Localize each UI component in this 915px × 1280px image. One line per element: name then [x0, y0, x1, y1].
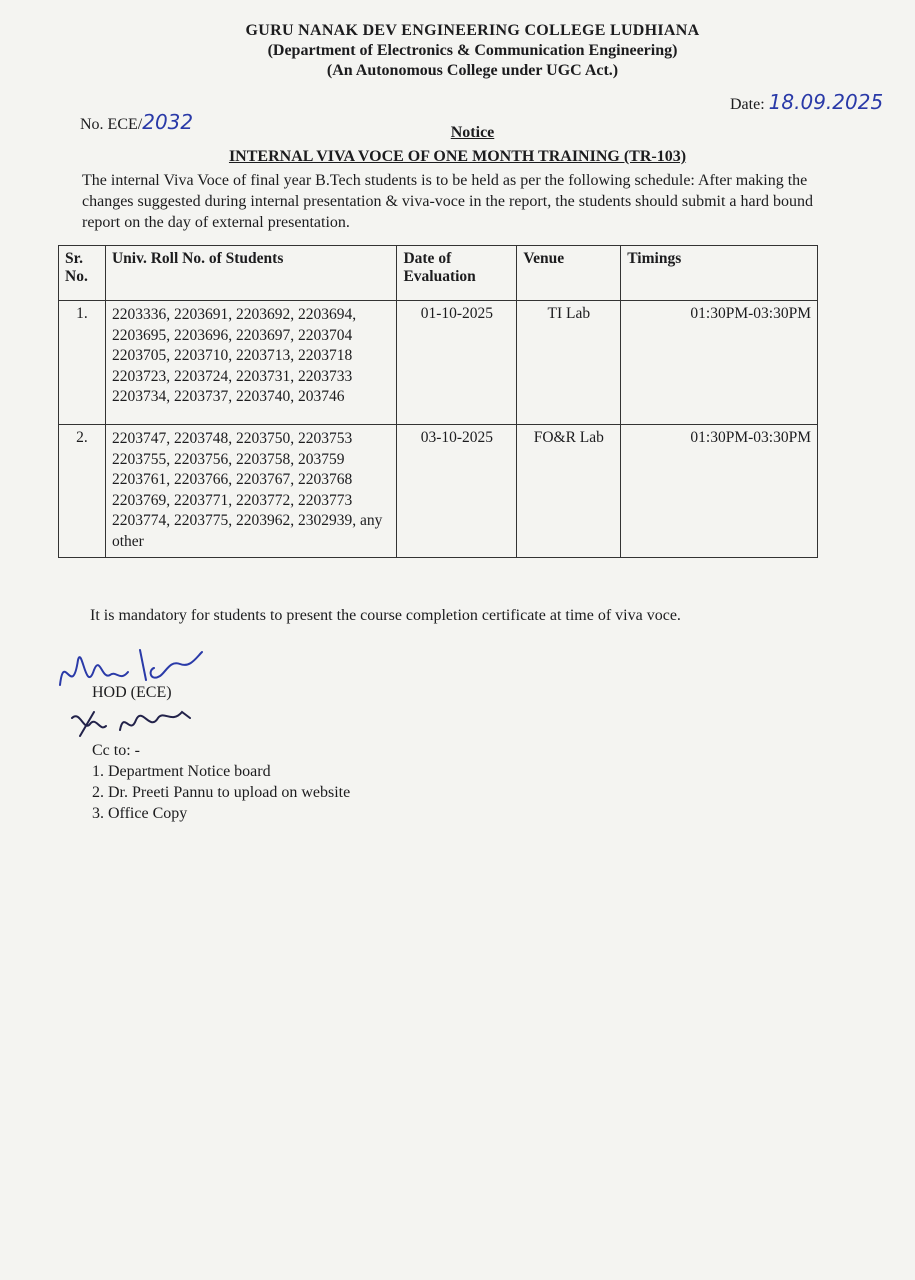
- header-sr-no: Sr. No.: [59, 246, 106, 301]
- cc-label: Cc to: -: [92, 742, 140, 759]
- signatory-title: HOD (ECE): [92, 684, 172, 701]
- header-venue: Venue: [517, 246, 621, 301]
- intro-paragraph: The internal Viva Voce of final year B.Tech students is to be held as per the following schedule: After making the changes suggested during internal presentation & viva-voce in the report, the students should submit a hard bound report on the day of external presentation.: [82, 172, 813, 231]
- notice-title: Notice: [450, 124, 495, 141]
- header-roll-numbers: Univ. Roll No. of Students: [105, 246, 396, 301]
- table-header-row: [59, 246, 818, 301]
- row-venue: TI Lab: [517, 301, 621, 425]
- schedule-table: [58, 245, 818, 558]
- header-date: Date of Evaluation: [397, 246, 517, 301]
- college-name: GURU NANAK DEV ENGINEERING COLLEGE LUDHIANA: [245, 22, 700, 39]
- row-roll-numbers: 2203336, 2203691, 2203692, 2203694, 2203695, 2203696, 2203697, 2203704 2203705, 2203710, 2203713, 2203718 2203723, 2203724, 2203731, 2203733 2203734, 2203737, 2203740, 203746: [105, 301, 396, 425]
- cc-item: 2. Dr. Preeti Pannu to upload on website: [92, 784, 351, 801]
- cc-item: 1. Department Notice board: [92, 763, 271, 780]
- row-sr-no: 2.: [59, 425, 106, 558]
- table-row: [59, 301, 818, 425]
- date-handwritten-value: 18.09.2025: [768, 90, 884, 114]
- reference-label: No. ECE/: [80, 116, 143, 133]
- row-date: 01-10-2025: [397, 301, 517, 425]
- row-sr-no: 1.: [59, 301, 106, 425]
- header-timings: Timings: [621, 246, 818, 301]
- college-status: (An Autonomous College under UGC Act.): [326, 62, 619, 79]
- notice-subject: INTERNAL VIVA VOCE OF ONE MONTH TRAINING (TR-103): [228, 148, 687, 165]
- department-name: (Department of Electronics & Communication Engineering): [267, 42, 678, 59]
- date-label: Date:: [730, 96, 765, 113]
- row-roll-numbers: 2203747, 2203748, 2203750, 2203753 2203755, 2203756, 2203758, 203759 2203761, 2203766, 2203767, 2203768 2203769, 2203771, 2203772, 2203773 2203774, 2203775, 2203962, 2302939, any other: [105, 425, 396, 558]
- mandatory-note: It is mandatory for students to present the course completion certificate at time of viva voce.: [90, 607, 681, 624]
- table-row: [59, 425, 818, 558]
- notice-date: [730, 90, 883, 114]
- row-timings: 01:30PM-03:30PM: [621, 301, 818, 425]
- cc-item: 3. Office Copy: [92, 805, 188, 822]
- row-date: 03-10-2025: [397, 425, 517, 558]
- reference-handwritten-number: 2032: [142, 110, 194, 134]
- cc-list: [92, 740, 350, 824]
- row-timings: 01:30PM-03:30PM: [621, 425, 818, 558]
- row-venue: FO&R Lab: [517, 425, 621, 558]
